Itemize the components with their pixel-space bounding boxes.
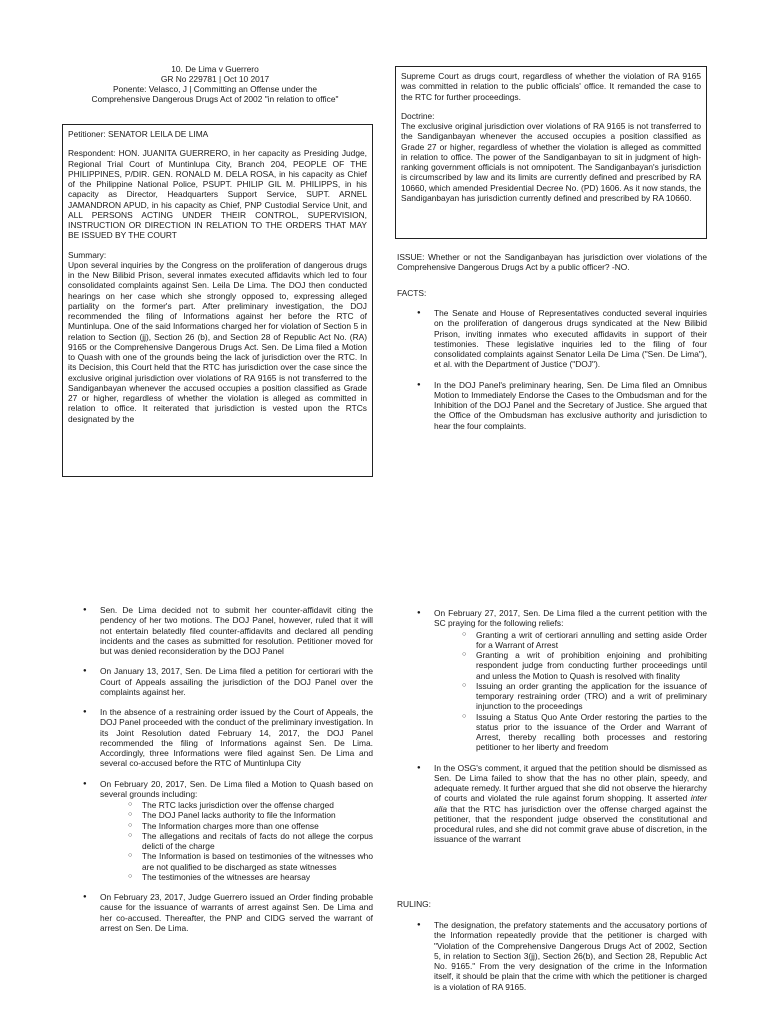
facts-right-list: [404, 608, 707, 853]
case-topic: Comprehensive Dangerous Drugs Act of 2002 "in relation to office": [91, 94, 339, 105]
facts-left-list: [70, 605, 373, 941]
sub-list-item: ○ The testimonies of the witnesses are hearsay: [142, 872, 373, 882]
doctrine-text: The exclusive original jurisdiction over violations of RA 9165 is not transferred to the Sandiganbayan whenever the accused occupies a position classified as Grade 27 or higher, regardless of whether the violation is alleged as committed in relation to office. The power of the Sandiganbayan to sit in judgment of high-ranking government officials is not omnipotent. The Sandiganbayan's jurisdiction is circumscribed by law and its limits are currently defined and prescribed by RA 10660, which amended Presidential Decree No. (PD) 1606. As it now stands, the Sandiganbayan has jurisdiction currently defined and prescribed by RA 10660.: [401, 121, 701, 203]
ruling-list: [404, 920, 707, 1000]
case-gr-number: GR No 229781 | Oct 10 2017: [160, 74, 270, 85]
list-item: ● In the DOJ Panel's preliminary hearing, Sen. De Lima filed an Omnibus Motion to Immediately Endorse the Cases to the Ombudsman and for the Inhibition of the DOJ Panel and the Secretary of Justice. She argued that the Office of the Ombudsman has exclusive authority and jurisdiction to hear the four complaints.: [434, 380, 707, 431]
facts-heading: [397, 288, 707, 298]
list-item: ● The Senate and House of Representatives conducted several inquiries on the proliferation of dangerous drugs syndicated at the New Bilibid Prison, inviting inmates who executed affidavits in support of their testimonies. These legislative inquiries led to the filing of four consolidated complaints against Senator Leila De Lima ("Sen. De Lima"), et al. with the Department of Justice ("DOJ").: [434, 308, 707, 370]
list-item: [434, 763, 707, 845]
sub-list-item: ○ Granting a writ of prohibition enjoining and prohibiting respondent judge from conducting further proceedings until and unless the Motion to Quash is resolved with finality: [476, 650, 707, 681]
summary-label: Summary:: [68, 249, 107, 260]
petition-intro: On February 27, 2017, Sen. De Lima filed a the current petition with the SC praying for the following reliefs:: [434, 608, 707, 629]
list-item: ● On January 13, 2017, Sen. De Lima filed a petition for certiorari with the Court of Appeals assailing the jurisdiction of the DOJ Panel over the complaints against her.: [100, 666, 373, 697]
summary-text: Upon several inquiries by the Congress on the proliferation of dangerous drugs in the New Bilibid Prison, several inmates executed affidavits which led to four consolidated complaints against Sen. Leila De Lima. The DOJ then conducted hearings on her case which she strongly opposed to, expressing alleged partiality on the former's part. After preliminary investigation, the DOJ recommended the filing of Informations against her before the RTC of Muntinlupa. One of the said Informations charged her for violation of Section 5 in relation to Section (jj), Section 26 (b), and Section 28 of Republic Act No. (RA) 9165 or the Comprehensive Dangerous Drugs Act. Sen. De Lima filed a Motion to Quash with one of the grounds being the lack of jurisdiction over the RTC. In its Decision, this Court held that the RTC has jurisdiction over the case since the exclusive original jurisdiction over violations of RA 9165 is not transferred to the Sandiganbayan whenever the accused occupies a position classified as Grade 27 or higher, regardless of whether the violation is alleged as committed in relation to office. It reiterated that jurisdiction is vested upon the RTCs designated by the: [68, 259, 367, 424]
motion-to-quash-grounds: [100, 800, 373, 882]
facts-label: FACTS:: [397, 288, 427, 298]
list-item: [434, 608, 707, 753]
sub-list-item: ○ Granting a writ of certiorari annulling and setting aside Order for a Warrant of Arrest: [476, 630, 707, 651]
petition-reliefs: [434, 630, 707, 753]
sub-list-item: ○ Issuing an order granting the application for the issuance of temporary restraining order (TRO) and a writ of preliminary injunction to the proceedings: [476, 681, 707, 712]
petitioner: Petitioner: SENATOR LEILA DE LIMA: [68, 129, 209, 139]
osg-text-before: In the OSG's comment, it argued that the petition should be dismissed as Sen. De Lima failed to show that the has no other plain, speedy, and adequate remedy. It further argued that she did not observe the hierarchy of courts and violated the rule against forum shopping. It asserted: [434, 762, 707, 804]
osg-italic: inter alia: [434, 793, 707, 814]
sub-list-item: ○ The Information is based on testimonies of the witnesses who are not qualified to be discharged as state witnesses: [142, 851, 373, 872]
osg-text-after: that the RTC has jurisdiction over the offense charged against the petitioner, that the respondent judge observed the constitutional and procedural rules, and she did not commit grave abuse of discretion, in the issuance of the warrant: [434, 803, 707, 845]
issue-text: ISSUE: Whether or not the Sandiganbayan has jurisdiction over violations of the Comprehensive Dangerous Drugs Act by a public officer? -NO.: [397, 252, 707, 273]
sub-list-item: ○ The Information charges more than one offense: [142, 821, 373, 831]
list-item: ● Sen. De Lima decided not to submit her counter-affidavit citing the pendency of her two motions. The DOJ Panel, however, ruled that it will not entertain belatedly filed counter-affidavits and declared all pending incidents and the cases as submitted for resolution. Petitioner moved for but was denied reconsideration by the DOJ Panel: [100, 605, 373, 656]
facts-top-list: [404, 308, 707, 439]
parties-summary-box: [62, 124, 373, 477]
ruling-label: RULING:: [397, 899, 431, 909]
case-ponente: Ponente: Velasco, J | Committing an Offense under the: [112, 84, 318, 95]
summary-continuation: Supreme Court as drugs court, regardless of whether the violation of RA 9165 was committed in relation to the public officials' office. It remanded the case to the RTC for further proceedings.: [401, 71, 701, 102]
list-item: ● In the absence of a restraining order issued by the Court of Appeals, the DOJ Panel proceeded with the conduct of the preliminary investigation. In its Joint Resolution dated February 14, 2017, the DOJ Panel recommended the filing of Informations against Sen. De Lima. Accordingly, three Informations were filed against Sen. De Lima and several co-accused before the RTC of Muntinlupa City: [100, 707, 373, 769]
sub-list-item: ○ The DOJ Panel lacks authority to file the Information: [142, 810, 373, 820]
case-title: 10. De Lima v Guerrero: [171, 64, 259, 74]
ruling-heading: [397, 899, 707, 909]
doctrine-label: Doctrine:: [401, 110, 435, 121]
doctrine-box: [395, 66, 707, 239]
list-item: ● The designation, the prefatory statements and the accusatory portions of the Information repeatedly provide that the petitioner is charged with "Violation of the Comprehensive Dangerous Drugs Act of 2002, Section 5, in relation to Section 3(jj), Section 26(b), and Section 28, Republic Act No. 9165." From the very designation of the crime in the Information itself, it should be plain that the crime with which the petitioner is charged is a violation of RA 9165.: [434, 920, 707, 992]
motion-to-quash-intro: On February 20, 2017, Sen. De Lima filed a Motion to Quash based on several grounds including:: [100, 778, 373, 799]
list-item: ● On February 23, 2017, Judge Guerrero issued an Order finding probable cause for the issuance of warrants of arrest against Sen. De Lima and her co-accused. Thereafter, the PNP and CIDG served the warrant of arrest on Sen. De Lima.: [100, 892, 373, 933]
sub-list-item: ○ The allegations and recitals of facts do not allege the corpus delicti of the charge: [142, 831, 373, 852]
issue: [397, 252, 707, 273]
list-item: [100, 779, 373, 883]
respondent: Respondent: HON. JUANITA GUERRERO, in her capacity as Presiding Judge, Regional Trial Court of Muntinlupa City, Branch 204, PEOPLE OF THE PHILIPPINES, P/DIR. GEN. RONALD M. DELA ROSA, in his capacity as Chief of the Philippine National Police, PSUPT. PHILIP GIL M. PHILIPPS, in his capacity as Director, Headquarters Support Service, SUPT. ARNEL JAMANDRON APUD, in his capacity as Chief, PNP Custodial Service Unit, and ALL PERSONS ACTING UNDER THEIR CONTROL, SUPERVISION, INSTRUCTION OR DIRECTION IN RELATION TO THE ORDERS THAT MAY BE ISSUED BY THE COURT: [68, 148, 367, 241]
sub-list-item: ○ The RTC lacks jurisdiction over the offense charged: [142, 800, 373, 810]
case-header: [60, 64, 370, 104]
sub-list-item: ○ Issuing a Status Quo Ante Order restoring the parties to the status prior to the issuance of the Order and Warrant of Arrest, thereby recalling both processes and restoring petitioner to her liberty and freedom: [476, 712, 707, 753]
